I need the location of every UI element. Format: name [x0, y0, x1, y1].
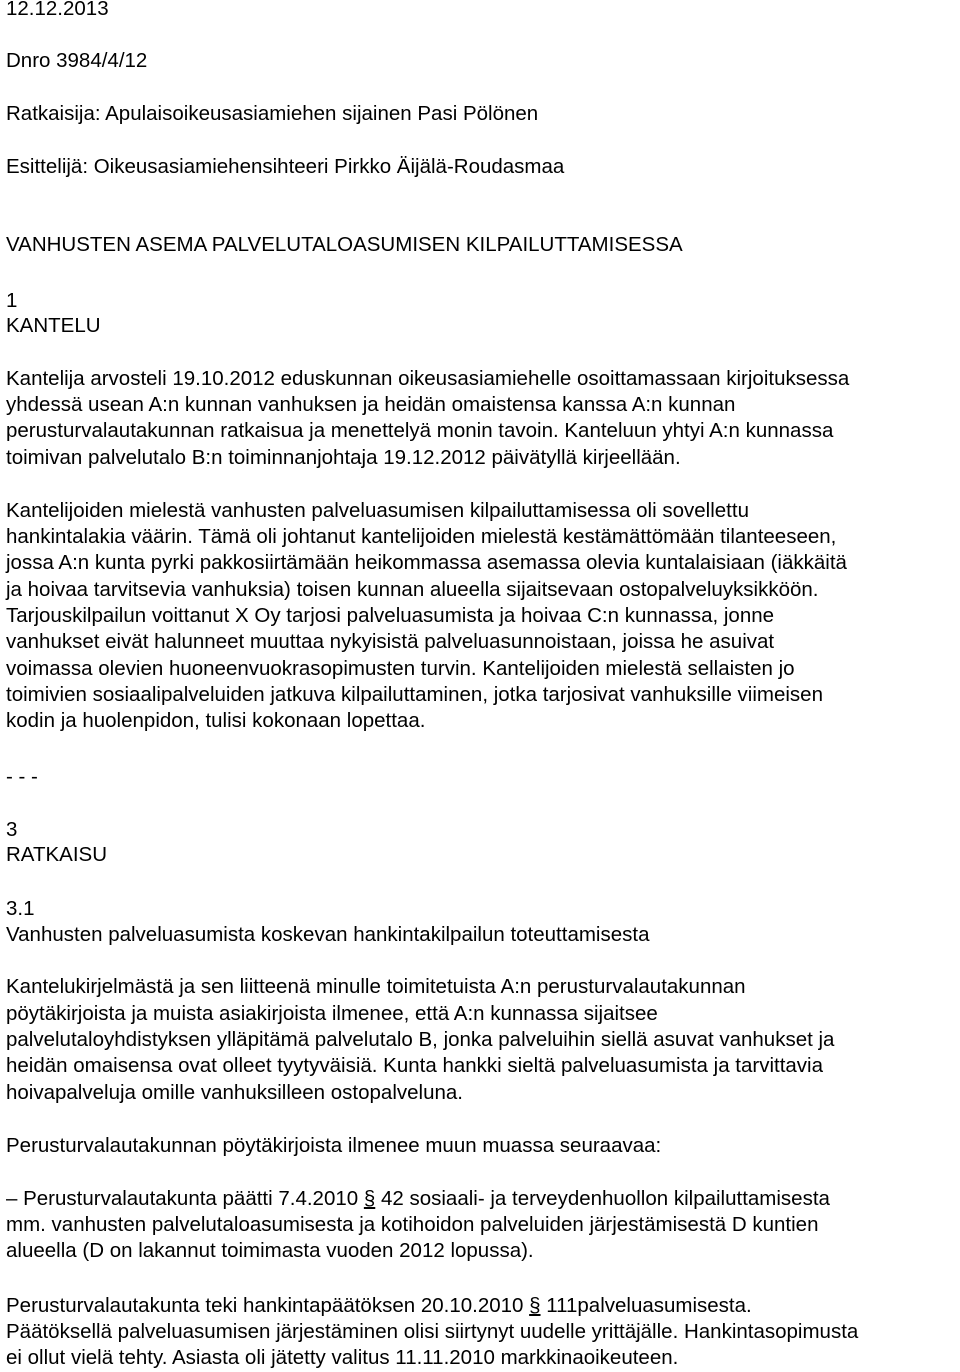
section-1-para-2-line: ja hoivaa tarvitsevia vanhuksia) toisen kunnan alueella sijaitsevaan ostopalveluyksikköön. [6, 578, 819, 601]
section-1-number: 1 [6, 289, 18, 312]
section-1-para-2-line: kodin ja huolenpidon, tulisi kokonaan lopettaa. [6, 709, 426, 732]
section-3-para-1-line: hoivapalveluja omille vanhuksilleen ostopalveluna. [6, 1081, 463, 1104]
decider-line: Ratkaisija: Apulaisoikeusasiamiehen sijainen Pasi Pölönen [6, 102, 539, 125]
list-item-line: mm. vanhusten palvelutaloasumisesta ja kotihoidon palveluiden järjestämisestä D kuntien [6, 1213, 819, 1236]
document-title: VANHUSTEN ASEMA PALVELUTALOASUMISEN KILPAILUTTAMISESSA [6, 233, 683, 256]
presenter-line: Esittelijä: Oikeusasiamiehensihteeri Pirkko Äijälä-Roudasmaa [6, 155, 565, 178]
section-3-para-3-line: Päätöksellä palveluasumisen järjestäminen olisi siirtynyt uudelle yrittäjälle. Hankintasopimusta [6, 1320, 859, 1343]
section-1-para-2-line: vanhukset eivät halunneet muuttaa nykyisistä palveluasunnoistaan, joissa he asuivat [6, 630, 775, 653]
list-item-text: 42 sosiaali- ja terveydenhuollon kilpailuttamisesta [375, 1187, 830, 1210]
section-3-para-1-line: palvelutaloyhdistyksen ylläpitämä palvelutalo B, jonka palveluihin siellä asuvat vanhukset ja [6, 1028, 835, 1051]
section-1-para-2-line: voimassa olevien huoneenvuokrasopimusten turvin. Kantelijoiden mielestä sellaisten jo [6, 657, 795, 680]
list-item-text: – Perusturvalautakunta päätti 7.4.2010 [6, 1187, 364, 1210]
section-3-number: 3 [6, 818, 18, 841]
subsection-heading: Vanhusten palveluasumista koskevan hankintakilpailun toteuttamisesta [6, 923, 650, 946]
subsection-number: 3.1 [6, 897, 35, 920]
para-text: 111palveluasumisesta. [540, 1294, 752, 1317]
section-3-para-1-line: Kantelukirjelmästä ja sen liitteenä minulle toimitetuista A:n perusturvalautakunnan [6, 975, 746, 998]
para-text: Perusturvalautakunta teki hankintapäätöksen 20.10.2010 [6, 1294, 530, 1317]
case-number: Dnro 3984/4/12 [6, 49, 148, 72]
section-3-para-1-line: heidän omaisensa ovat olleet tyytyväisiä. Kunta hankki sieltä palveluasumista ja tarvittavia [6, 1054, 824, 1077]
section-3-para-1-line: pöytäkirjoista ja muista asiakirjoista ilmenee, että A:n kunnassa sijaitsee [6, 1002, 658, 1025]
section-1-para-2-line: toimivien sosiaalipalveluiden jatkuva kilpailuttaminen, jotka tarjosivat vanhuksille viimeisen [6, 683, 823, 706]
section-1-heading: KANTELU [6, 314, 101, 337]
section-1-para-2-line: Tarjouskilpailun voittanut X Oy tarjosi palveluasumista ja hoivaa C:n kunnassa, jonne [6, 604, 775, 627]
section-1-para-1-line: Kantelija arvosteli 19.10.2012 eduskunnan oikeusasiamiehelle osoittamassaan kirjoituksessa [6, 367, 850, 390]
document-date: 12.12.2013 [6, 0, 109, 20]
section-3-para-3-line [6, 1293, 752, 1319]
section-1-para-2-line: jossa A:n kunta pyrki pakkosiirtämään heikommassa asemassa olevia kuntalaisiaan (iäkkäitä [6, 551, 847, 574]
section-1-para-2-line: Kantelijoiden mielestä vanhusten palveluasumisen kilpailuttamisessa oli sovellettu [6, 499, 749, 522]
section-1-para-2-line: hankintalakia väärin. Tämä oli johtanut kantelijoiden mielestä kestämättömään tilanteeseen, [6, 525, 837, 548]
list-item-line: alueella (D on lakannut toimimasta vuoden 2012 lopussa). [6, 1239, 534, 1262]
section-sign: § [363, 1187, 376, 1210]
section-3-para-2: Perusturvalautakunnan pöytäkirjoista ilmenee muun muassa seuraavaa: [6, 1134, 662, 1157]
section-1-para-1-line: toimivan palvelutalo B:n toiminnanjohtaja 19.12.2012 päivätyllä kirjeellään. [6, 446, 681, 469]
section-3-para-3-line: ei ollut vielä tehty. Asiasta oli jätetty valitus 11.11.2010 markkinaoikeuteen. [6, 1346, 679, 1369]
section-sign: § [529, 1294, 541, 1317]
section-1-para-1-line: perusturvalautakunnan ratkaisua ja menettelyä monin tavoin. Kanteluun yhtyi A:n kunnassa [6, 419, 834, 442]
section-1-para-1-line: yhdessä usean A:n kunnan vanhuksen ja heidän omaistensa kanssa A:n kunnan [6, 393, 736, 416]
list-item-line [6, 1186, 830, 1212]
section-3-heading: RATKAISU [6, 843, 107, 866]
section-separator: - - - [6, 765, 38, 788]
